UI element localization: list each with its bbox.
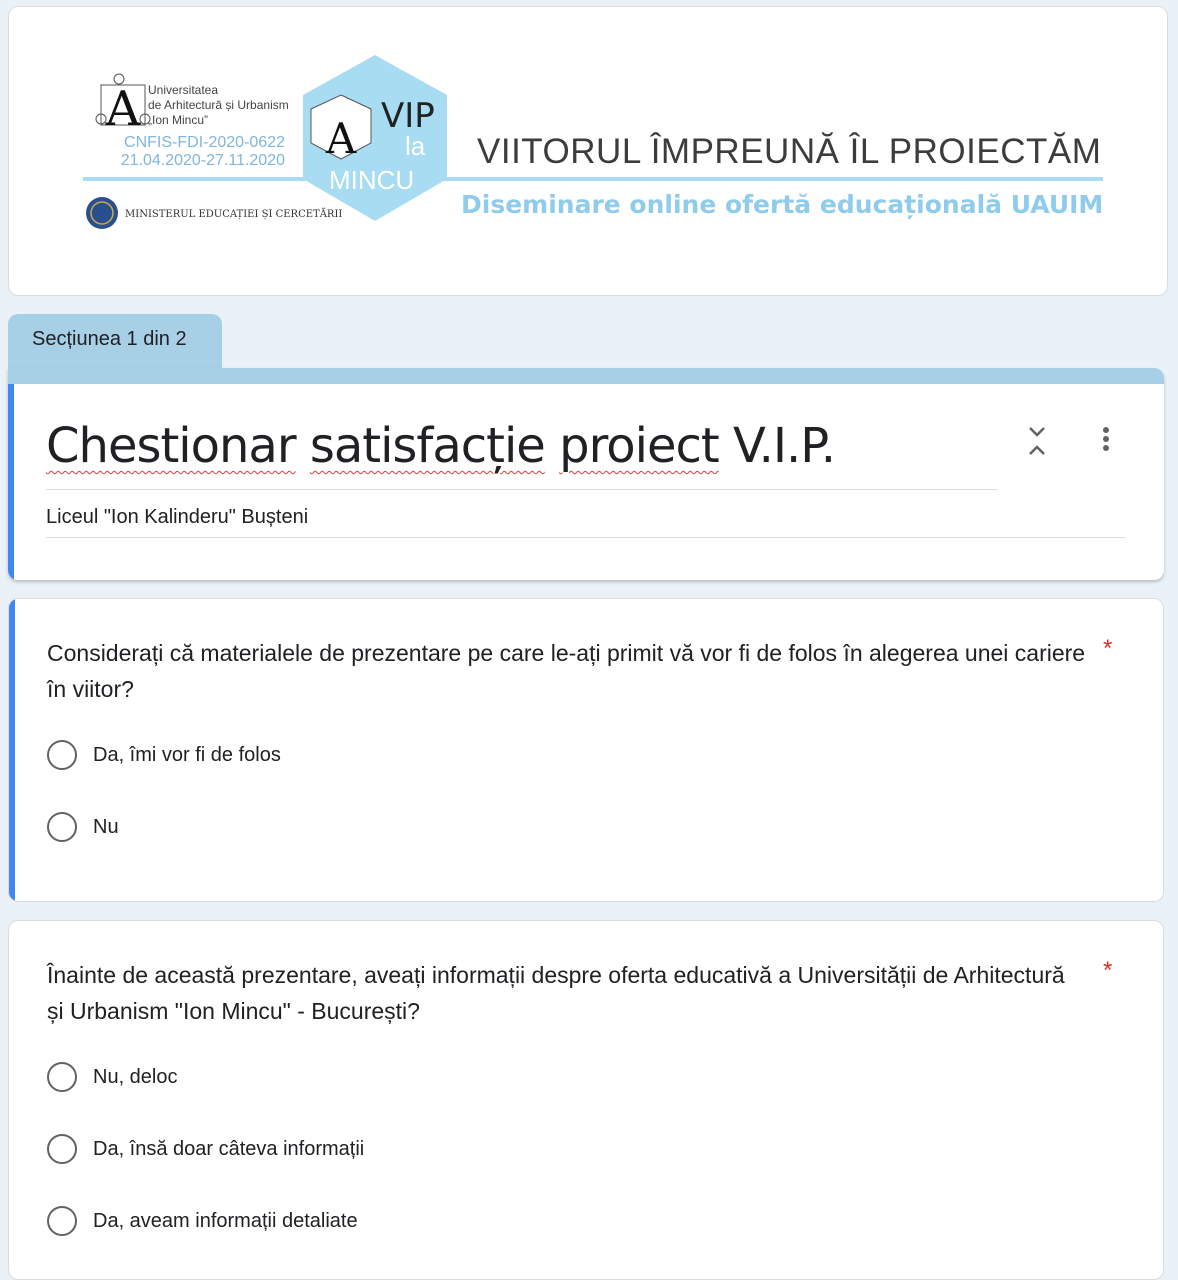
section-indicator: Secțiunea 1 din 2	[8, 314, 222, 370]
option-label: Nu, deloc	[93, 1065, 178, 1088]
la-text: la	[405, 131, 426, 161]
radio-option[interactable]	[47, 1061, 178, 1093]
header-banner	[8, 6, 1168, 296]
banner-subline: Diseminare online ofertă educațională UAUIM	[461, 190, 1104, 219]
radio-option[interactable]	[47, 739, 281, 771]
active-question-accent	[9, 599, 15, 901]
more-options-button[interactable]	[1094, 424, 1118, 458]
radio-button[interactable]	[47, 740, 77, 770]
option-label: Da, îmi vor fi de folos	[93, 743, 281, 766]
question-card[interactable]	[8, 920, 1164, 1280]
banner-headline: VIITORUL ÎMPREUNĂ ÎL PROIECTĂM	[477, 132, 1102, 171]
mincu-text: MINCU	[329, 165, 415, 195]
option-label: Nu	[93, 815, 119, 838]
banner-graphic	[9, 7, 1169, 297]
hexagon-logo-letter: A	[325, 114, 357, 163]
card-top-accent	[8, 368, 1164, 384]
question-text: Înainte de această prezentare, aveați informații despre oferta educativă a Universității de Arhitectură și Urbanism "Ion Mincu" - București?	[47, 962, 1065, 1024]
form-title[interactable]	[46, 418, 998, 490]
radio-option[interactable]	[47, 1205, 358, 1237]
university-line-1: Universitatea	[148, 83, 219, 97]
form-header-card	[8, 368, 1164, 580]
form-title-word: proiect	[559, 418, 719, 474]
radio-button[interactable]	[47, 812, 77, 842]
university-line-2: de Arhitectură și Urbanism	[148, 98, 289, 112]
university-line-3: „Ion Mincu”	[148, 113, 209, 127]
radio-option[interactable]	[47, 1133, 364, 1165]
question-text: Considerați că materialele de prezentare pe care le-ați primit vă vor fi de folos în alegerea unei cariere în viitor?	[47, 640, 1086, 702]
option-label: Da, aveam informații detaliate	[93, 1209, 358, 1232]
collapse-icon	[1022, 424, 1052, 458]
form-description[interactable]: Liceul "Ion Kalinderu" Bușteni	[46, 506, 1126, 538]
question-card[interactable]	[8, 598, 1164, 902]
project-dates: 21.04.2020-27.11.2020	[120, 152, 285, 169]
ministry-name: MINISTERUL EDUCAȚIEI ȘI CERCETĂRII	[125, 209, 343, 220]
radio-option[interactable]	[47, 811, 119, 843]
required-asterisk: *	[1103, 957, 1113, 984]
collapse-section-button[interactable]	[1022, 424, 1052, 458]
required-asterisk: *	[1103, 635, 1113, 662]
form-title-word: satisfacție	[309, 418, 545, 474]
radio-button[interactable]	[47, 1206, 77, 1236]
more-vert-icon	[1094, 424, 1118, 458]
uauim-logo	[96, 74, 150, 137]
radio-button[interactable]	[47, 1062, 77, 1092]
form-title-word: Chestionar	[46, 418, 296, 474]
option-label: Da, însă doar câteva informații	[93, 1137, 365, 1160]
form-title-word: V.I.P.	[732, 418, 835, 474]
uauim-logo-letter: A	[105, 81, 141, 137]
card-left-accent	[8, 384, 14, 580]
vip-mark: VIP	[381, 96, 435, 136]
radio-button[interactable]	[47, 1134, 77, 1164]
project-code: CNFIS-FDI-2020-0622	[124, 134, 285, 151]
